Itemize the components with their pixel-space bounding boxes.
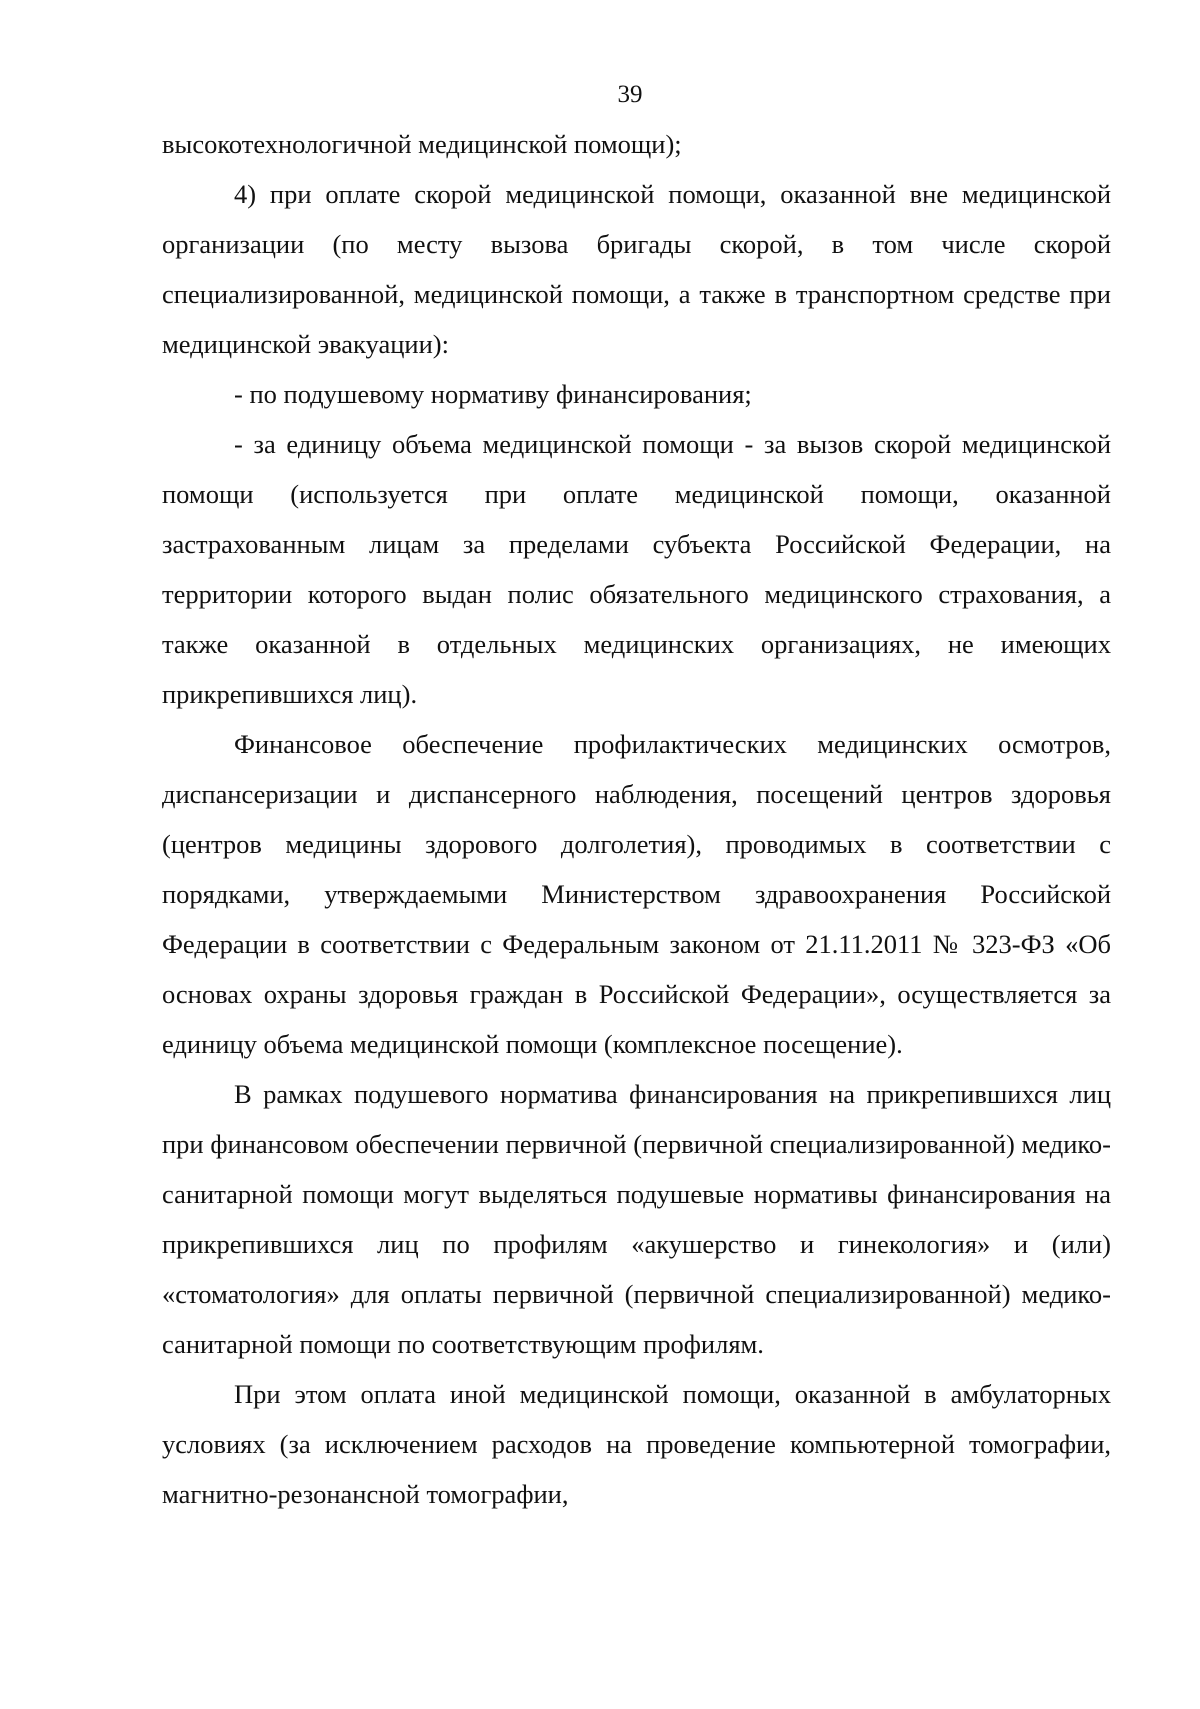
paragraph-per-capita-profiles: В рамках подушевого норматива финансирования на прикрепившихся лиц при финансовом обеспечении первичной (первичной специализированной) медико-санитарной помощи могут выделяться подушевые нормативы финансирования на прикрепившихся лиц по профилям «акушерство и гинекология» и (или) «стоматология» для оплаты первичной (первичной специализированной) медико-санитарной помощи по соответствующим профилям. (162, 1079, 1111, 1359)
paragraph-per-capita: - по подушевому нормативу финансирования; (234, 379, 752, 409)
document-body (162, 119, 1111, 1519)
paragraph-per-unit: - за единицу объема медицинской помощи - за вызов скорой медицинской помощи (используется при оплате медицинской помощи, оказанной застрахованным лицам за пределами субъекта Российской Федерации, на территории которого выдан полис обязательного медицинского страхования, а также оказанной в отдельных медицинских организациях, не имеющих прикрепившихся лиц). (162, 429, 1111, 709)
paragraph-other-ambulatory-care: При этом оплата иной медицинской помощи, оказанной в амбулаторных условиях (за исключением расходов на проведение компьютерной томографии, магнитно-резонансной томографии, (162, 1379, 1111, 1509)
paragraph-continuation: высокотехнологичной медицинской помощи); (162, 129, 682, 159)
paragraph-preventive-financing: Финансовое обеспечение профилактических медицинских осмотров, диспансеризации и диспансерного наблюдения, посещений центров здоровья (центров медицины здорового долголетия), проводимых в соответствии с порядками, утверждаемыми Министерством здравоохранения Российской Федерации в соответствии с Федеральным законом от 21.11.2011 № 323-ФЗ «Об основах охраны здоровья граждан в Российской Федерации», осуществляется за единицу объема медицинской помощи (комплексное посещение). (162, 729, 1111, 1059)
paragraph-item-4: 4) при оплате скорой медицинской помощи, оказанной вне медицинской организации (по месту вызова бригады скорой, в том числе скорой специализированной, медицинской помощи, а также в транспортном средстве при медицинской эвакуации): (162, 179, 1111, 359)
page-number: 39 (617, 81, 643, 108)
